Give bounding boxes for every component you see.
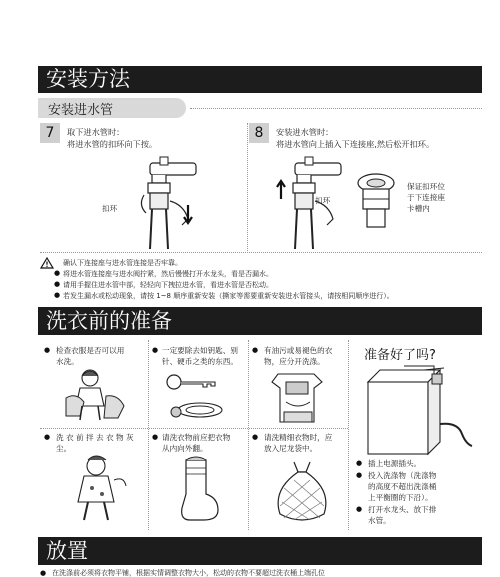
install-subtitle: 安装进水管 <box>48 102 114 118</box>
step-7 <box>40 123 245 253</box>
ready-item-3 <box>368 504 480 526</box>
step-7-line1: 取下进水管时： <box>67 127 125 137</box>
prep-cell-4-line2: 尘。 <box>56 444 72 453</box>
ready-title: 准备好了吗? <box>364 348 436 363</box>
grid-divider <box>248 340 249 530</box>
bullet-icon: ● <box>152 346 159 354</box>
prep-cell-3-line1: 有油污或易褪色的衣 <box>264 346 333 355</box>
step-8-side-note-2: 于下连接座 <box>407 193 445 202</box>
washing-machine-illustration <box>362 364 474 456</box>
prep-cell-5-line2: 从内向外翻。 <box>162 444 208 453</box>
bullet-icon: ● <box>54 280 61 288</box>
bullet-icon: ● <box>44 433 51 441</box>
step-8-side-note <box>407 181 445 214</box>
grid-divider <box>148 340 149 530</box>
note-3: 若发生漏水或松动现象，请按 1~8 顺序重新安装（撕家等需要重新安装进水管接头，请按相同顺序进行）。 <box>63 292 394 300</box>
prep-cell-4-line1: 洗 衣 前 拌 去 衣 物 灰 <box>56 433 134 442</box>
grid-divider <box>40 428 348 429</box>
ready-item-2-line1: 投入洗涤物（洗涤物 <box>368 471 437 480</box>
child-with-clothes-illustration <box>62 368 132 424</box>
subsection-divider <box>190 108 482 109</box>
prep-cell-1 <box>56 345 146 367</box>
step-8-side-note-3: 卡槽内 <box>407 204 430 213</box>
sock-inside-out-illustration <box>172 458 222 524</box>
prep-cell-4 <box>56 432 146 454</box>
prep-cell-1-line1: 检查衣服是否可以用 <box>56 346 125 355</box>
prep-cell-6 <box>264 432 348 454</box>
section-title-install <box>38 66 482 93</box>
prep-cell-6-line1: 请洗精细衣物时，应 <box>264 433 333 442</box>
step-8-text <box>276 126 434 150</box>
bullet-icon: ● <box>252 433 259 441</box>
step-8-side-note-1: 保证扣环位 <box>407 182 445 191</box>
connector-detail-illustration <box>353 171 399 231</box>
warning-icon <box>40 257 54 269</box>
ready-item-1: 插上电源插头。 <box>368 459 422 468</box>
step-7-line2: 将进水管的扣环向下按。 <box>67 139 158 149</box>
bullet-icon: ● <box>54 269 61 277</box>
prep-cell-2-line2: 针、硬币之类的东西。 <box>162 357 238 366</box>
nylon-laundry-bag-illustration <box>272 458 332 526</box>
note-1: 将进水管连接座与进水阀拧紧，然后慢慢打开水龙头，看是否漏水。 <box>63 270 273 278</box>
ready-item-3-line2: 水管。 <box>368 516 391 525</box>
bullet-icon: ● <box>252 346 259 354</box>
step-8-ring-label: 扣环 <box>315 196 331 205</box>
step-7-number: 7 <box>40 123 60 143</box>
bullet-icon: ● <box>44 346 51 354</box>
note-2: 请用手握住进水管中部，轻轻向下拽拉进水管，看进水管是否松动。 <box>63 281 273 289</box>
step-8 <box>249 123 482 253</box>
ready-item-2-line2: 的高度不超出洗涤桶 <box>368 482 437 491</box>
bullet-icon: ● <box>152 433 159 441</box>
step-7-ring-label: 扣环 <box>102 204 118 213</box>
ready-item-3-line1: 打开水龙头、放下排 <box>368 505 437 514</box>
subsection-title-water-pipe <box>38 98 186 118</box>
bullet-icon: ● <box>40 569 47 577</box>
prep-cell-6-line2: 放入尼龙袋中。 <box>264 444 318 453</box>
install-divider <box>40 252 482 253</box>
steps-divider <box>247 123 248 253</box>
bullet-icon: ● <box>54 291 61 299</box>
step-8-line2: 将进水管向上插入下连接座,然后松开扣环。 <box>276 139 435 149</box>
prep-title: 洗衣前的准备 <box>46 308 172 333</box>
prep-cell-2-line1: 一定要除去如钥匙、别 <box>162 346 238 355</box>
grid-divider <box>348 340 349 530</box>
prep-cell-5-line1: 请洗衣物前应把衣物 <box>162 433 231 442</box>
prep-cell-1-line2: 水洗。 <box>56 357 79 366</box>
bullet-icon: ● <box>356 505 363 513</box>
key-and-pin-illustration <box>164 370 234 424</box>
bullet-icon: ● <box>356 459 363 467</box>
place-note: 在洗涤前必须将衣物平铺，根据实情调整衣物大小，松动的衣物不要超过洗衣桶上端孔位 <box>52 569 325 577</box>
step-7-text <box>67 126 157 150</box>
prep-cell-2 <box>162 345 248 367</box>
step-8-line1: 安装进水管时： <box>276 127 334 137</box>
caution-text: 确认下连接座与进水管连接是否牢靠。 <box>63 259 182 267</box>
section-title-place <box>38 537 482 565</box>
prep-cell-3 <box>264 345 348 367</box>
section-title-prep <box>38 307 482 335</box>
ready-item-2-line3: 上平衡圈的下沿）。 <box>368 493 433 502</box>
prep-cell-5 <box>162 432 248 454</box>
place-title: 放置 <box>46 538 88 563</box>
prep-cell-3-line2: 物，应分开洗涤。 <box>264 357 325 366</box>
step-8-number: 8 <box>249 123 269 143</box>
ready-item-2 <box>368 470 480 503</box>
stained-clothes-illustration <box>268 368 330 426</box>
install-title: 安装方法 <box>46 67 130 91</box>
faucet-illustration-7 <box>130 155 210 251</box>
bullet-icon: ● <box>356 471 363 479</box>
child-shaking-clothes-illustration <box>72 454 128 524</box>
